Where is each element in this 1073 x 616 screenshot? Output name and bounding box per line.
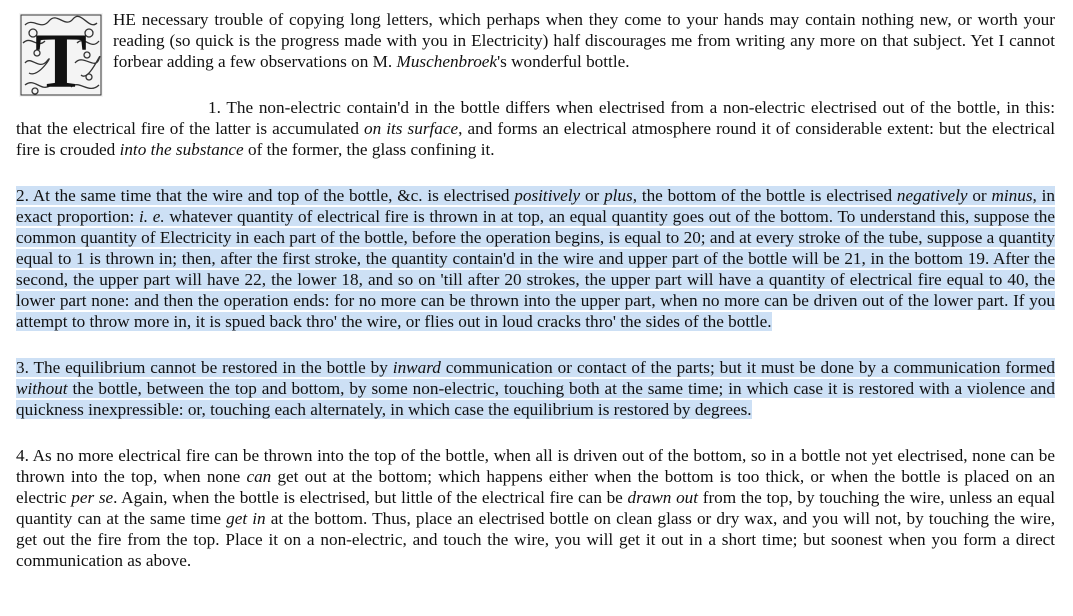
- paragraph-4[interactable]: 4. As no more electrical fire can be thrown into the top of the bottle, when all is driven out of the bottom, so in a bottle not yet electrised, none can be thrown into the top, when none can get out at the bottom; which happens either when the bottom is too thick, or when the bottle is placed on an electric per se. Again, when the bottle is electrised, but little of the electrical fire can be drawn out from the top, by touching the wire, unless an equal quantity can at the same time get in at the bottom. Thus, place an electrised bottle on clean glass or dry wax, and you will not, by touching the wire, get out the fire from the top. Place it on a non-electric, and touch the wire, you will get it out in a short time; but soonest when you form a direct communication as above.: [16, 446, 1056, 570]
- paragraph-intro[interactable]: T HE necessary trouble of copying long letters, which perhaps when they come to your hands may contain nothing new, or worth your reading (so quick is the progress made with you in Electricity) half discourages me from writing any more on that subject. Yet I cannot forbear adding a few observations on M. Muschenbroek's wonderful bottle.: [16, 9, 1055, 72]
- text-selection[interactable]: 2. At the same time that the wire and top of the bottle, &c. is electrised positively or plus, the bottom of the bottle is electrised negatively or minus, in exact proportion: i. e. whatever quantity of electrical fire is thrown in at top, an equal quantity goes out of the bottom. To understand this, suppose the common quantity of Electricity in each part of the bottle, before the operation begins, is equal to 20; and at every stroke of the tube, suppose a quantity equal to 1 is thrown in; then, after the first stroke, the quantity contain'd in the wire and upper part of the bottle will be 21, in the bottom 19. After the second, the upper part will have 22, the lower 18, and so on 'till after 20 strokes, the upper part will have a quantity of electrical fire equal to 40, the lower part none: and then the operation ends: for no more can be thrown into the upper part, when no more can be driven out of the lower part. If you attempt to throw more in, it is spued back thro' the wire, or flies out in loud cracks thro' the sides of the bottle.: [16, 186, 1055, 331]
- document-page: [16, 9, 1055, 596]
- ornament-icon: [19, 13, 103, 97]
- paragraph-1[interactable]: 1. The non-electric contain'd in the bottle differs when electrised from a non-electric electrised out of the bottle, in this: that the electrical fire of the latter is accumulated on its surface, and forms an electrical atmosphere round it of considerable extent: but the electrical fire is crouded into the substance of the former, the glass confining it.: [16, 98, 1055, 159]
- text-selection[interactable]: 3. The equilibrium cannot be restored in the bottle by inward communication or contact of the parts; but it must be done by a communication formed without the bottle, between the top and bottom, by some non-electric, touching both at the same time; in which case it is restored with a violence and quickness inexpressible: or, touching each alternately, in which case the equilibrium is restored by degrees.: [16, 358, 1055, 419]
- dropcap-letter: T: [34, 17, 88, 97]
- ornamental-dropcap-T: [19, 13, 103, 97]
- paragraph-3-highlighted[interactable]: [16, 357, 1055, 420]
- paragraph-2-highlighted[interactable]: [16, 185, 1055, 332]
